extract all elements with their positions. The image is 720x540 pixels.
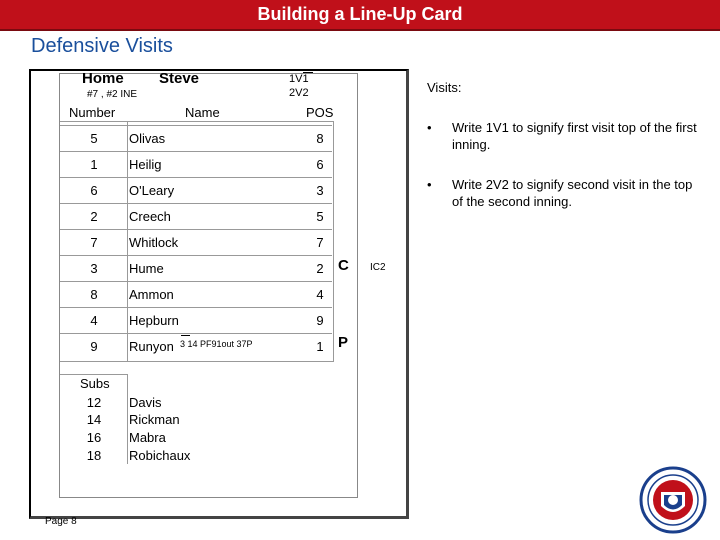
column-header-number: Number	[69, 105, 116, 120]
subs-label: Subs	[80, 376, 110, 391]
note-overbar	[181, 335, 190, 336]
little-league-logo-icon	[639, 466, 707, 539]
page-number: Page 8	[45, 516, 77, 527]
pitcher-mark: P	[338, 334, 349, 351]
lineup-row	[60, 281, 332, 308]
lineup-row	[60, 125, 332, 152]
visit-note-2: 2V2	[289, 87, 309, 99]
pitch-count-note: 3 14 PF91out 37P	[180, 339, 253, 349]
grid-divider	[60, 374, 128, 375]
lineup-row	[60, 203, 332, 230]
banner-divider	[0, 29, 720, 31]
player-number: 1	[90, 157, 98, 172]
sub-name: Rickman	[129, 412, 180, 427]
page-subtitle: Defensive Visits	[31, 35, 173, 57]
player-number: 5	[90, 131, 98, 146]
player-position: 2	[316, 261, 324, 276]
title-banner: Building a Line-Up Card	[0, 0, 720, 29]
column-header-name: Name	[185, 105, 220, 120]
player-position: 8	[316, 131, 324, 146]
grid-divider	[60, 361, 333, 362]
bullet-icon: •	[427, 177, 432, 192]
player-position: 1	[316, 339, 324, 354]
player-position: 5	[316, 209, 324, 224]
player-name: Runyon	[129, 339, 174, 354]
player-position: 3	[316, 183, 324, 198]
player-name: Creech	[129, 209, 171, 224]
player-position: 6	[316, 157, 324, 172]
player-name: Heilig	[129, 157, 162, 172]
bullet-text: Write 2V2 to signify second visit in the top of the second inning.	[452, 177, 693, 209]
bullet-icon: •	[427, 120, 432, 135]
grid-divider	[60, 121, 333, 122]
column-header-pos: POS	[306, 105, 334, 120]
catcher-visit-note: IC2	[370, 262, 386, 273]
coach-name: Steve	[159, 70, 200, 87]
player-number: 2	[90, 209, 98, 224]
home-label: Home	[82, 70, 124, 87]
player-number: 7	[90, 235, 98, 250]
player-name: Olivas	[129, 131, 166, 146]
player-number: 3	[90, 261, 98, 276]
visit-note-1: 1V1	[289, 73, 309, 85]
player-name: Hume	[129, 261, 164, 276]
catcher-mark: C	[338, 257, 349, 274]
sub-number: 16	[86, 430, 102, 445]
sub-name: Mabra	[129, 430, 166, 445]
player-position: 7	[316, 235, 324, 250]
lineup-row	[60, 151, 332, 178]
visits-heading: Visits:	[427, 80, 462, 95]
lineup-row	[60, 229, 332, 256]
player-name: Hepburn	[129, 313, 179, 328]
lineup-row	[60, 255, 332, 282]
top-note: #7 , #2 INE	[87, 89, 138, 100]
sub-name: Robichaux	[129, 448, 191, 463]
lineup-row	[60, 307, 332, 334]
player-name: Whitlock	[129, 235, 179, 250]
sub-number: 18	[86, 448, 102, 463]
sub-number: 12	[86, 395, 102, 410]
player-number: 8	[90, 287, 98, 302]
player-name: O'Leary	[129, 183, 175, 198]
player-name: Ammon	[129, 287, 174, 302]
sub-name: Davis	[129, 395, 162, 410]
player-number: 6	[90, 183, 98, 198]
bullet-text: Write 1V1 to signify first visit top of the first inning.	[452, 120, 697, 152]
lineup-row	[60, 177, 332, 204]
player-position: 4	[316, 287, 324, 302]
player-position: 9	[316, 313, 324, 328]
player-number: 9	[90, 339, 98, 354]
sub-number: 14	[86, 412, 102, 427]
player-number: 4	[90, 313, 98, 328]
